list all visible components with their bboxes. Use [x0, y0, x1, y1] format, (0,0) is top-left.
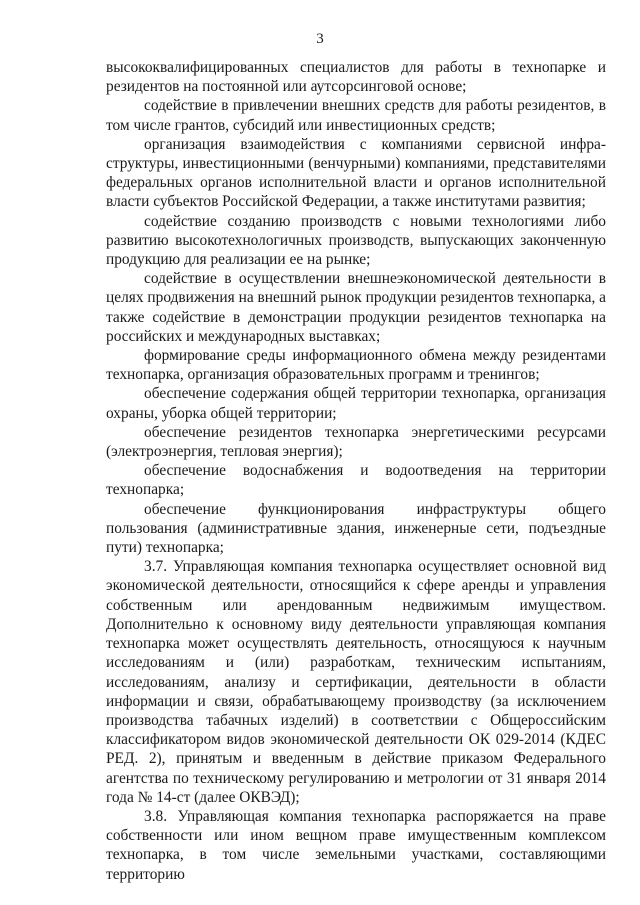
paragraph-attract-funds: содействие в привлечении внешних средств для работы резидентов, в том числе грантов, субсидий или инвестиционных средств; — [106, 97, 606, 134]
paragraph-foreign-trade: содействие в осуществлении внешнеэкономической деятельности в целях продвижения на внешний рынок продукции резидентов технопарка, а также содействие в демонстрации продукции резидентов технопарка на российских и международных выставках; — [106, 270, 606, 345]
paragraph-energy-supply: обеспечение резидентов технопарка энергетическими ресурсами (электроэнергия, тепловая энергия); — [106, 423, 606, 461]
paragraph-section-3-8: 3.8. Управляющая компания технопарка распоряжается на праве собственности или ином вещном праве имущественным комплексом технопарка, в том числе земельными участками, составляющими территорию — [106, 807, 606, 883]
paragraph-interaction: организация взаимодействия с компаниями сервисной инфраструктуры, инвестиционными (венчурными) компаниями, представителями федеральных органов исполнительной власти и органов исполнительной власти субъектов Российской Федерации, а также институтами развития; — [106, 135, 606, 211]
paragraph-information-exchange: формирование среды информационного обмена между резидентами технопарка, организация образовательных программ и тренингов; — [106, 347, 606, 384]
document-body — [106, 58, 606, 884]
paragraph-production: содействие созданию производств с новыми технологиями либо развитию высокотехнологичных производств, выпускающих законченную продукцию для реализации ее на рынке; — [106, 212, 606, 269]
page-number: 3 — [316, 31, 324, 47]
paragraph-continuation: высококвалифицированных специалистов для работы в технопарке и резидентов на постоянной или аутсорсинговой основе; — [106, 59, 606, 96]
paragraph-section-3-7: 3.7. Управляющая компания технопарка осуществляет основной вид экономической деятельности, относящийся к сфере аренды и управления собственным или арендованным недвижимым имуществом. Дополнительно к основному виду деятельности управляющая компания технопарка может осуществлять деятельность, относящуюся к научным исследованиям и (или) разработкам, техническим испытаниям, исследованиям, анализу и сертификации, деятельности в области информации и связи, обрабатывающему производству (за исключением производства табачных изделий) в соответствии с Общероссийским классификатором видов экономической деятельности ОК 029-2014 (КДЕС РЕД. 2), принятым и введенным в действие приказом Федерального агентства по техническому регулированию и метрологии от 31 января 2014 года № 14-ст (далее ОКВЭД); — [106, 558, 606, 806]
paragraph-territory-maintenance: обеспечение содержания общей территории технопарка, организация охраны, уборка общей территории; — [106, 385, 606, 422]
paragraph-infrastructure: обеспечение функционирования инфраструктуры общего пользования (административные здания, инженерные сети, подъездные пути) технопарка; — [106, 500, 606, 557]
paragraph-water-supply: обеспечение водоснабжения и водоотведения на территории технопарка; — [106, 462, 606, 499]
